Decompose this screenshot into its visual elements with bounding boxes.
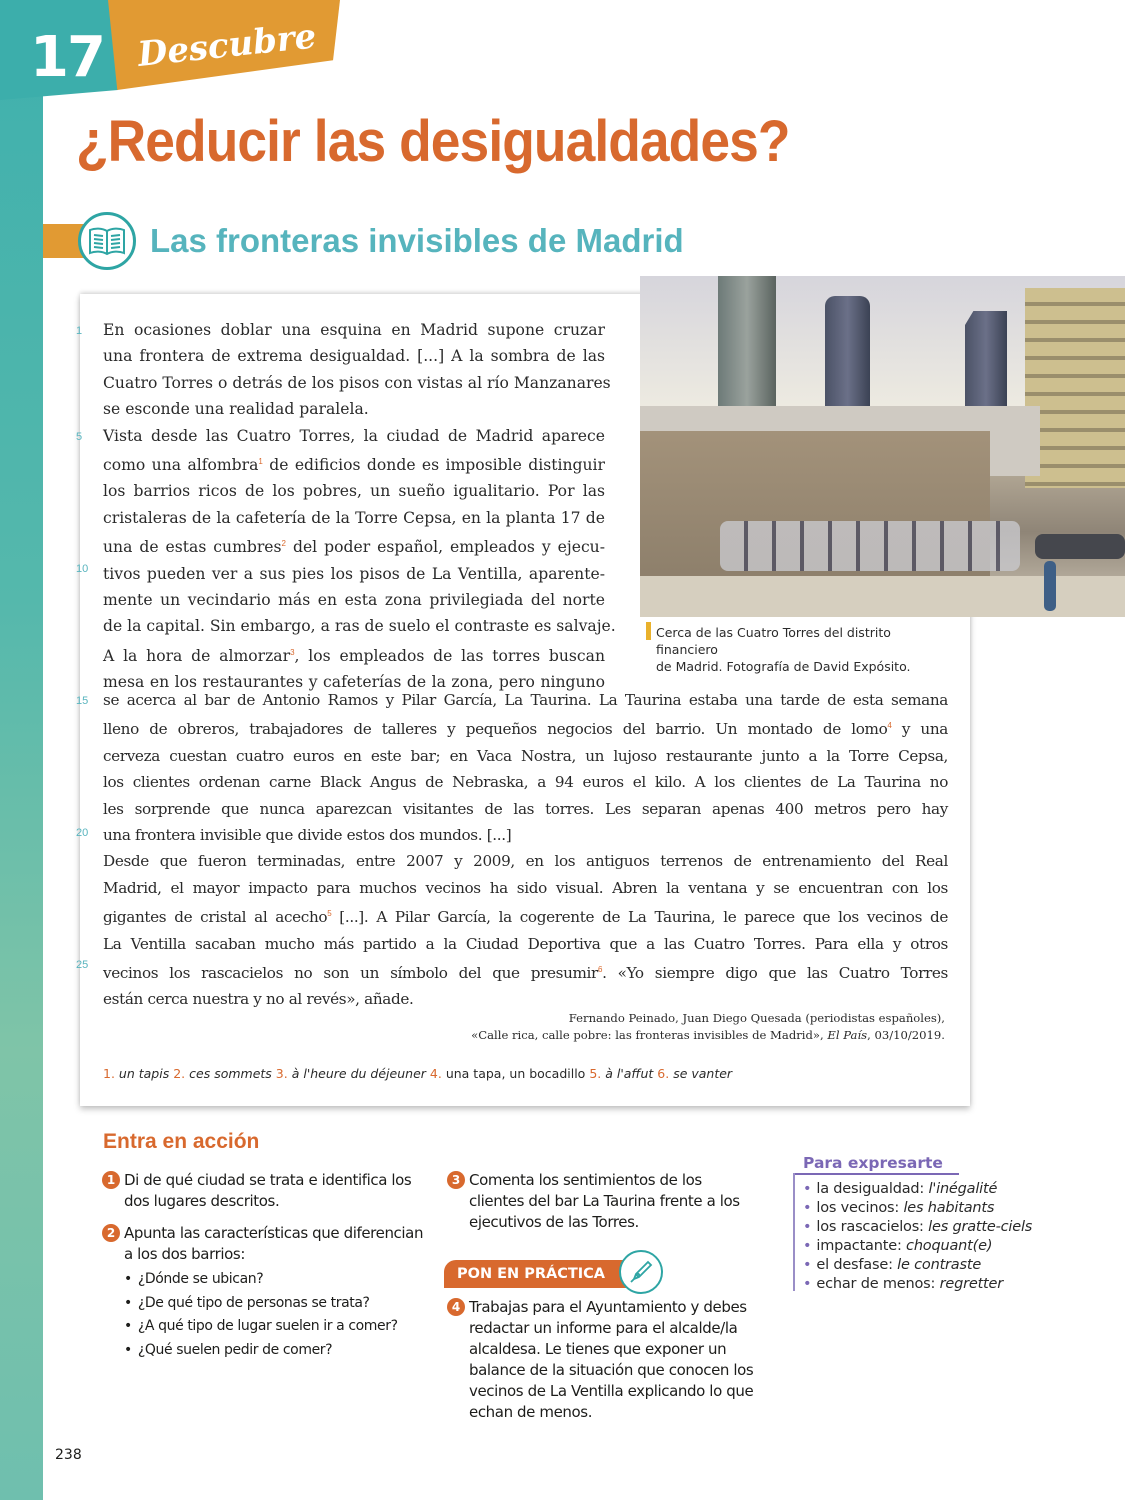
line-number: 5 (76, 431, 83, 443)
line-number: 1 (76, 325, 83, 337)
task-number-badge: 1 (102, 1171, 120, 1189)
text-line: como una alfombra$^1$ de edificios donde es imposible distinguir (103, 456, 605, 475)
text-line: En ocasiones doblar una esquina en Madrid supone cruzar (103, 321, 605, 339)
text-line: cristaleras de la cafetería de la Torre Cepsa, en la planta 17 de (103, 508, 605, 527)
fountain-pen-icon (619, 1250, 663, 1294)
task-text: Di de qué ciudad se trata e identifica los dos lugares descritos. (124, 1171, 412, 1210)
vocabulary-item: • los vecinos: les habitants (803, 1199, 1032, 1218)
text-line: gigantes de cristal al acecho$^5$ [...]. A Pilar García, la cogerente de La Taurina, le parece que los vecinos de (103, 908, 949, 927)
task-3 (451, 1170, 754, 1233)
text-line: una frontera de extrema desigualdad. [...] A la sombra de las (103, 347, 605, 366)
article-source (471, 1010, 945, 1044)
line-number: 15 (76, 695, 89, 707)
task-number-badge: 3 (447, 1171, 465, 1189)
question-item: • ¿A qué tipo de lugar suelen ir a comer? (124, 1315, 424, 1339)
footnote-mark: 2 (281, 539, 286, 549)
vocabulary-item: • los rascacielos: les gratte-ciels (803, 1218, 1032, 1237)
text-line: están cerca nuestra y no al revés», añade. (103, 990, 414, 1009)
pon-en-practica-label: PON EN PRÁCTICA (444, 1260, 650, 1288)
question-item: • ¿De qué tipo de personas se trata? (124, 1292, 424, 1316)
vocabulary-item: • la desigualdad: l'inégalité (803, 1180, 1032, 1199)
vocabulary-item: • echar de menos: regretter (803, 1275, 1032, 1294)
task-1 (106, 1170, 424, 1212)
text-line: vecinos los rascacielos no son un símbolo del que presumir$^6$. «Yo siempre digo que las Cuatro Torres (103, 964, 948, 983)
vocabulary-underline (793, 1173, 959, 1175)
glossary-item: un tapis (118, 1066, 170, 1081)
source-publication: El País (827, 1028, 868, 1042)
text-line: lleno de obreros, trabajadores de talleres y pequeños negocios del barrio. Un montado de lomo$^4$ y una (103, 720, 948, 739)
footnote-glossary: 1. un tapis 2. ces sommets 3. à l'heure du déjeuner 4. una tapa, un bocadillo 5. à l'affut 6. se vanter (103, 1066, 733, 1081)
glossary-item: una tapa, un bocadillo (445, 1066, 586, 1081)
descubre-label: Descubre (135, 16, 319, 75)
caption-accent (646, 622, 651, 640)
task-2-questions (124, 1268, 424, 1362)
text-line: les sorprende que nunca aparezcan visitantes de las torres. Les separan apenas 400 metros pero hay (103, 799, 948, 818)
text-line: mente un vecindario más en esta zona privilegiada del norte (103, 591, 605, 610)
source-headline: «Calle rica, calle pobre: las fronteras invisibles de Madrid», (471, 1028, 828, 1042)
task-2 (106, 1223, 424, 1362)
text-line: A la hora de almorzar$^3$, los empleados de las torres buscan (103, 646, 605, 665)
glossary-item: à l'heure du déjeuner (291, 1066, 426, 1081)
task-text: Comenta los sentimientos de los clientes del bar La Taurina frente a los ejecutivos de las Torres. (469, 1171, 740, 1231)
caption-line: de Madrid. Fotografía de David Expósito. (656, 659, 911, 674)
task-4 (451, 1297, 759, 1423)
question-item: • ¿Dónde se ubican? (124, 1268, 424, 1292)
vocabulary-item: • el desfase: le contraste (803, 1256, 1032, 1275)
article-text-wide (103, 687, 948, 1013)
text-line: una de estas cumbres$^2$ del poder español, empleados y ejecu- (103, 538, 605, 557)
task-text: Apunta las características que diferencian a los dos barrios: (124, 1224, 424, 1263)
glossary-item: se vanter (673, 1066, 733, 1081)
vocabulary-list (803, 1180, 1032, 1294)
article-text-narrow (103, 317, 616, 696)
task-text: Trabajas para el Ayuntamiento y debes redactar un informe para el alcalde/la alcaldesa. Le tienes que exponer un balance de la situación que conocen los vecinos de La Ventilla explicando lo que echan de menos. (469, 1298, 754, 1421)
task-number-badge: 4 (447, 1298, 465, 1316)
glossary-item: à l'affut (605, 1066, 654, 1081)
text-line: los barrios ricos de los pobres, un sueño igualitario. Por las (103, 482, 605, 501)
side-color-band (0, 0, 43, 1500)
footnote-mark: 5 (327, 909, 332, 919)
photo-caption (656, 624, 956, 675)
page-number: 238 (55, 1447, 82, 1463)
footnote-mark: 1 (258, 457, 263, 467)
activities-title: Entra en acción (103, 1130, 260, 1153)
question-item: • ¿Qué suelen pedir de comer? (124, 1339, 424, 1363)
page-title: ¿Reducir las desigualdades? (76, 109, 790, 174)
section-title: Las fronteras invisibles de Madrid (150, 222, 684, 259)
line-number: 10 (76, 563, 89, 575)
footnote-mark: 6 (597, 965, 603, 975)
text-line: tivos pueden ver a sus pies los pisos de La Ventilla, aparente- (103, 564, 605, 583)
footnote-mark: 3 (290, 647, 295, 657)
text-line: se esconde una realidad paralela. (103, 400, 369, 419)
text-line: Cuatro Torres o detrás de los pisos con vistas al río Manzanares (103, 373, 611, 392)
text-line: cerveza cuestan cuatro euros en este bar; en Vaca Nostra, un lujoso restaurante junto a la Torre Cepsa, (103, 746, 948, 765)
chapter-number: 17 (30, 25, 104, 90)
text-line: una frontera invisible que divide estos dos mundos. [...] (103, 826, 512, 845)
caption-line: Cerca de las Cuatro Torres del distrito financiero (656, 625, 891, 657)
task-number-badge: 2 (102, 1224, 120, 1242)
text-line: La Ventilla sacaban mucho más partido a la Ciudad Deportiva que a las Cuatro Torres. Para ella y otros (103, 934, 948, 953)
vocabulary-item: • impactante: choquant(e) (803, 1237, 1032, 1256)
source-authors: Fernando Peinado, Juan Diego Quesada (periodistas españoles), (568, 1011, 945, 1025)
text-line: los clientes ordenan carne Black Angus de Nebraska, a 94 euros el kilo. A los clientes de La Taurina no (103, 773, 948, 792)
footnote-mark: 4 (887, 721, 892, 731)
open-book-icon (78, 212, 136, 270)
vocabulary-border (793, 1173, 795, 1291)
text-line: de la capital. Sin embargo, a ras de suelo el contraste es salvaje. (103, 617, 616, 636)
line-number: 20 (76, 827, 89, 839)
text-line: mesa en los restaurantes y cafeterías de la zona, pero ninguno (103, 673, 605, 692)
text-line: Vista desde las Cuatro Torres, la ciudad de Madrid aparece (103, 426, 605, 445)
text-line: se acerca al bar de Antonio Ramos y Pilar García, La Taurina. La Taurina estaba una tarde de esta semana (103, 691, 948, 709)
madrid-towers-photo (640, 276, 1125, 617)
source-date: , 03/10/2019. (867, 1028, 945, 1042)
text-line: Madrid, el mayor impacto para muchos vecinos ha sido visual. Abren la ventana y se encuentran con los (103, 878, 948, 897)
glossary-item: ces sommets (189, 1066, 272, 1081)
vocabulary-title: Para expresarte (803, 1154, 943, 1172)
text-line: Desde que fueron terminadas, entre 2007 y 2009, en los antiguos terrenos de entrenamiento del Real (103, 852, 948, 871)
line-number: 25 (76, 959, 89, 971)
